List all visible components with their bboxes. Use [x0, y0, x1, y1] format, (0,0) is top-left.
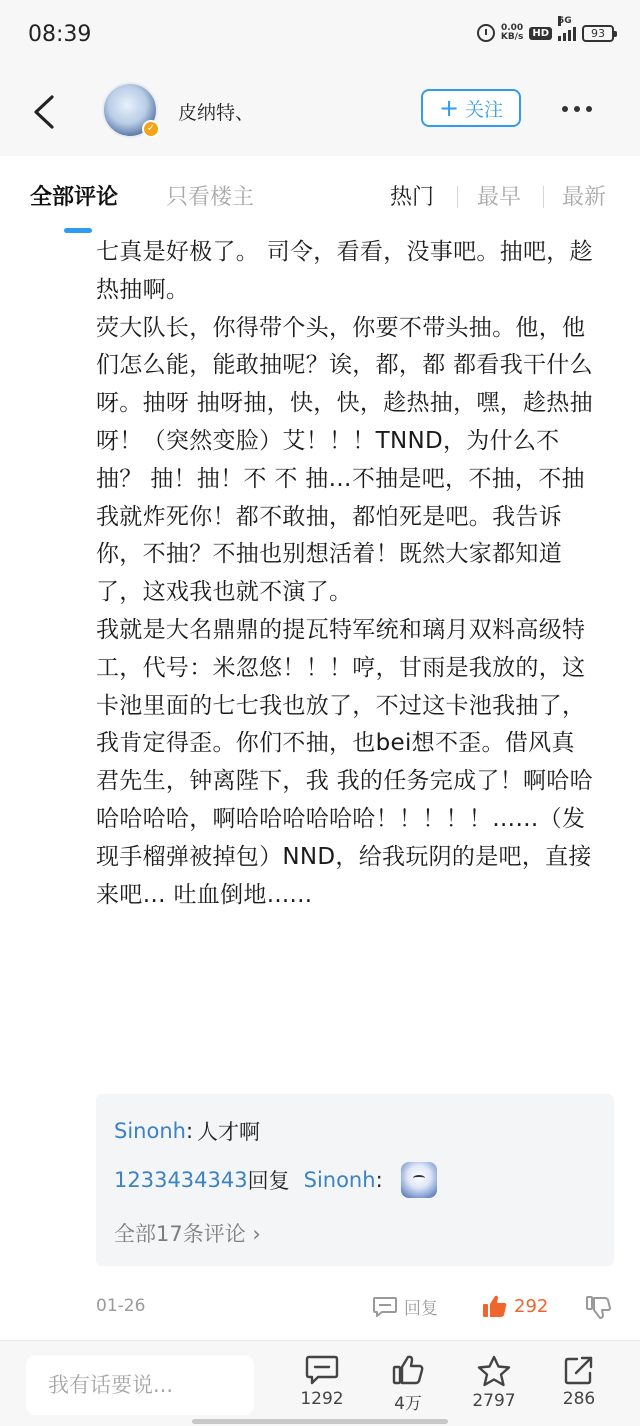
comment-bubble-icon — [305, 1355, 339, 1385]
comment-date: 01-26 — [96, 1296, 146, 1316]
sort-hot[interactable]: 热门 — [390, 185, 435, 210]
reply-word: 回复 — [247, 1169, 290, 1193]
star-icon — [477, 1355, 511, 1387]
reply-button[interactable] — [372, 1294, 438, 1319]
reply-item[interactable] — [114, 1116, 260, 1146]
net-speed-value: 0.00 — [500, 23, 524, 33]
favorite-button[interactable] — [464, 1355, 524, 1411]
sort-earliest[interactable]: 最早 — [477, 185, 522, 210]
plus-icon: + — [438, 94, 460, 122]
reply-target-username[interactable]: Sinonh — [303, 1168, 376, 1192]
net-speed — [501, 24, 523, 42]
sort-divider — [457, 186, 458, 208]
reply-bubble-icon — [372, 1296, 398, 1318]
more-options-icon[interactable] — [562, 106, 592, 112]
comment-input[interactable]: 我有话要说... — [26, 1355, 254, 1415]
chibi-sticker-icon — [401, 1162, 437, 1198]
comment-meta — [0, 1292, 640, 1324]
net-speed-unit: KB/s — [500, 32, 524, 42]
thumbs-up-outline-icon — [392, 1355, 424, 1385]
comments-button[interactable] — [292, 1355, 352, 1409]
network-type: 5G — [558, 16, 572, 26]
reply-separator: : — [185, 1119, 194, 1143]
verified-badge-icon: ✓ — [142, 120, 160, 138]
reply-username[interactable]: 1233434343 — [114, 1168, 248, 1192]
reply-label: 回复 — [404, 1299, 438, 1319]
follow-label: 关注 — [465, 98, 504, 121]
favorites-count: 2797 — [472, 1391, 516, 1411]
comments-count: 1292 — [300, 1389, 344, 1409]
home-indicator[interactable] — [192, 1419, 448, 1424]
reply-separator: : — [375, 1168, 383, 1192]
username[interactable]: 皮纳特、 — [178, 102, 255, 124]
chevron-right-icon: › — [245, 1222, 261, 1246]
status-time: 08:39 — [28, 22, 92, 47]
reply-username[interactable]: Sinonh — [114, 1119, 186, 1143]
reply-text: 人才啊 — [197, 1120, 261, 1144]
back-arrow-icon[interactable] — [30, 94, 60, 130]
signal-icon — [558, 16, 576, 41]
status-icons — [477, 16, 614, 42]
comment-text: 七真是好极了。 司令，看看，没事吧。抽吧，趁热抽啊。 荧大队长，你得带个头，你要不带头抽。他，他们怎么能，能敢抽呢？诶，都，都 都看我干什么呀。抽呀 抽呀抽，快，快，趁热抽，嘿，趁热抽呀！（突然变脸）艾！！！TNND，为什么不抽？ 抽！抽！不 不 抽…不抽是吧，不抽，不抽我就炸死你！都不敢抽，都怕死是吧。我告诉你，不抽？不抽也别想活着！既然大家都知道了，这戏我也就不演了。 我就是大名鼎鼎的提瓦特军统和璃月双料高级特工，代号：米忽悠！！！哼，甘雨是我放的，这卡池里面的七七我也放了，不过这卡池我抽了，我肯定得歪。你们不抽，也bei想不歪。借风真君先生，钟离陛下，我 我的任务完成了！啊哈哈哈哈哈哈，啊哈哈哈哈哈哈！！！！！……（发现手榴弹被掉包）NND，给我玩阴的是吧，直接来吧… 吐血倒地...... — [96, 239, 593, 908]
alarm-icon — [477, 24, 495, 42]
all-replies-link[interactable] — [114, 1218, 261, 1248]
hd-badge: HD — [529, 27, 552, 40]
likes-count: 4万 — [394, 1394, 422, 1414]
tab-all-comments[interactable]: 全部评论 — [30, 185, 119, 210]
like-count: 292 — [514, 1295, 549, 1317]
sort-newest[interactable]: 最新 — [562, 185, 607, 210]
active-tab-indicator — [64, 228, 92, 233]
comment-tabs — [0, 156, 640, 234]
tab-owner-only[interactable]: 只看楼主 — [166, 185, 255, 210]
sort-divider — [543, 186, 544, 208]
status-bar — [0, 0, 640, 72]
follow-button[interactable] — [421, 89, 521, 127]
likes-button[interactable] — [378, 1355, 438, 1414]
reply-item[interactable] — [114, 1162, 437, 1198]
thumbs-down-icon[interactable] — [586, 1296, 612, 1320]
all-replies-label: 全部17条评论 — [114, 1222, 246, 1246]
thumbs-up-icon — [482, 1294, 508, 1318]
share-icon — [563, 1355, 595, 1385]
share-button[interactable] — [549, 1355, 609, 1409]
shares-count: 286 — [562, 1389, 596, 1409]
bottom-action-bar — [0, 1341, 640, 1426]
reply-preview[interactable] — [96, 1094, 614, 1266]
battery-icon: 93 — [582, 25, 614, 42]
like-button[interactable] — [482, 1294, 548, 1318]
post-header — [0, 72, 640, 156]
